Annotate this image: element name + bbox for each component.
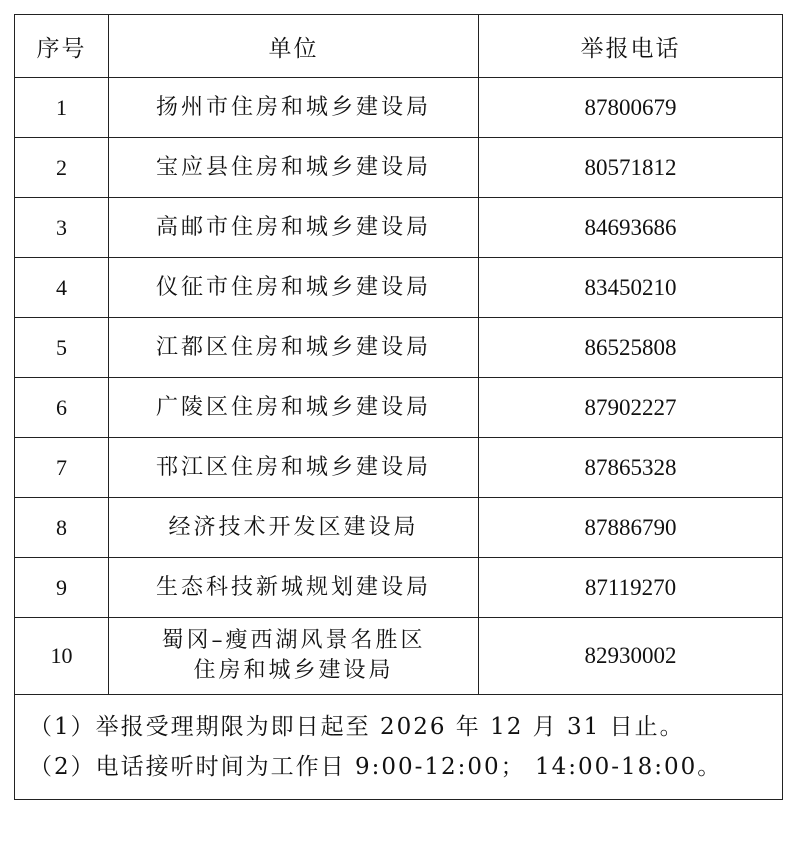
row-unit: 江都区住房和城乡建设局 xyxy=(109,318,479,378)
row-phone: 87119270 xyxy=(479,558,783,618)
table-row xyxy=(15,258,783,318)
row-seq: 1 xyxy=(15,78,109,138)
row-seq: 5 xyxy=(15,318,109,378)
row-phone: 87865328 xyxy=(479,438,783,498)
table-row xyxy=(15,318,783,378)
table-row xyxy=(15,378,783,438)
row-seq: 6 xyxy=(15,378,109,438)
row-unit-line: 住房和城乡建设局 xyxy=(193,658,394,683)
row-phone: 87800679 xyxy=(479,78,783,138)
row-seq: 2 xyxy=(15,138,109,198)
table-row xyxy=(15,438,783,498)
table-row xyxy=(15,198,783,258)
row-unit: 经济技术开发区建设局 xyxy=(109,498,479,558)
row-unit-line: 蜀冈–瘦西湖风景名胜区 xyxy=(161,628,426,653)
header-phone: 举报电话 xyxy=(479,15,783,78)
row-seq: 3 xyxy=(15,198,109,258)
row-seq: 4 xyxy=(15,258,109,318)
row-phone: 80571812 xyxy=(479,138,783,198)
row-phone: 84693686 xyxy=(479,198,783,258)
row-seq: 7 xyxy=(15,438,109,498)
row-unit: 邗江区住房和城乡建设局 xyxy=(109,438,479,498)
row-seq: 9 xyxy=(15,558,109,618)
table-row xyxy=(15,138,783,198)
row-phone: 87886790 xyxy=(479,498,783,558)
table-row xyxy=(15,78,783,138)
row-unit: 高邮市住房和城乡建设局 xyxy=(109,198,479,258)
table-row xyxy=(15,618,783,695)
row-phone: 82930002 xyxy=(479,618,783,695)
row-unit: 仪征市住房和城乡建设局 xyxy=(109,258,479,318)
row-phone: 87902227 xyxy=(479,378,783,438)
header-row xyxy=(15,15,783,78)
row-unit: 广陵区住房和城乡建设局 xyxy=(109,378,479,438)
row-unit: 扬州市住房和城乡建设局 xyxy=(109,78,479,138)
table-row xyxy=(15,558,783,618)
row-phone: 86525808 xyxy=(479,318,783,378)
hotline-table xyxy=(14,14,783,800)
row-unit: 宝应县住房和城乡建设局 xyxy=(109,138,479,198)
row-seq: 8 xyxy=(15,498,109,558)
notes-row xyxy=(15,695,783,800)
header-seq: 序号 xyxy=(15,15,109,78)
note-hours: （2）电话接听时间为工作日 9:00-12:00； 14:00-18:00。 xyxy=(29,754,723,780)
note-deadline: （1）举报受理期限为即日起至 2026 年 12 月 31 日止。 xyxy=(29,714,685,740)
header-unit: 单位 xyxy=(109,15,479,78)
row-unit: 生态科技新城规划建设局 xyxy=(109,558,479,618)
row-unit xyxy=(109,618,479,695)
table-row xyxy=(15,498,783,558)
row-seq: 10 xyxy=(15,618,109,695)
row-phone: 83450210 xyxy=(479,258,783,318)
notes-cell xyxy=(15,695,783,800)
